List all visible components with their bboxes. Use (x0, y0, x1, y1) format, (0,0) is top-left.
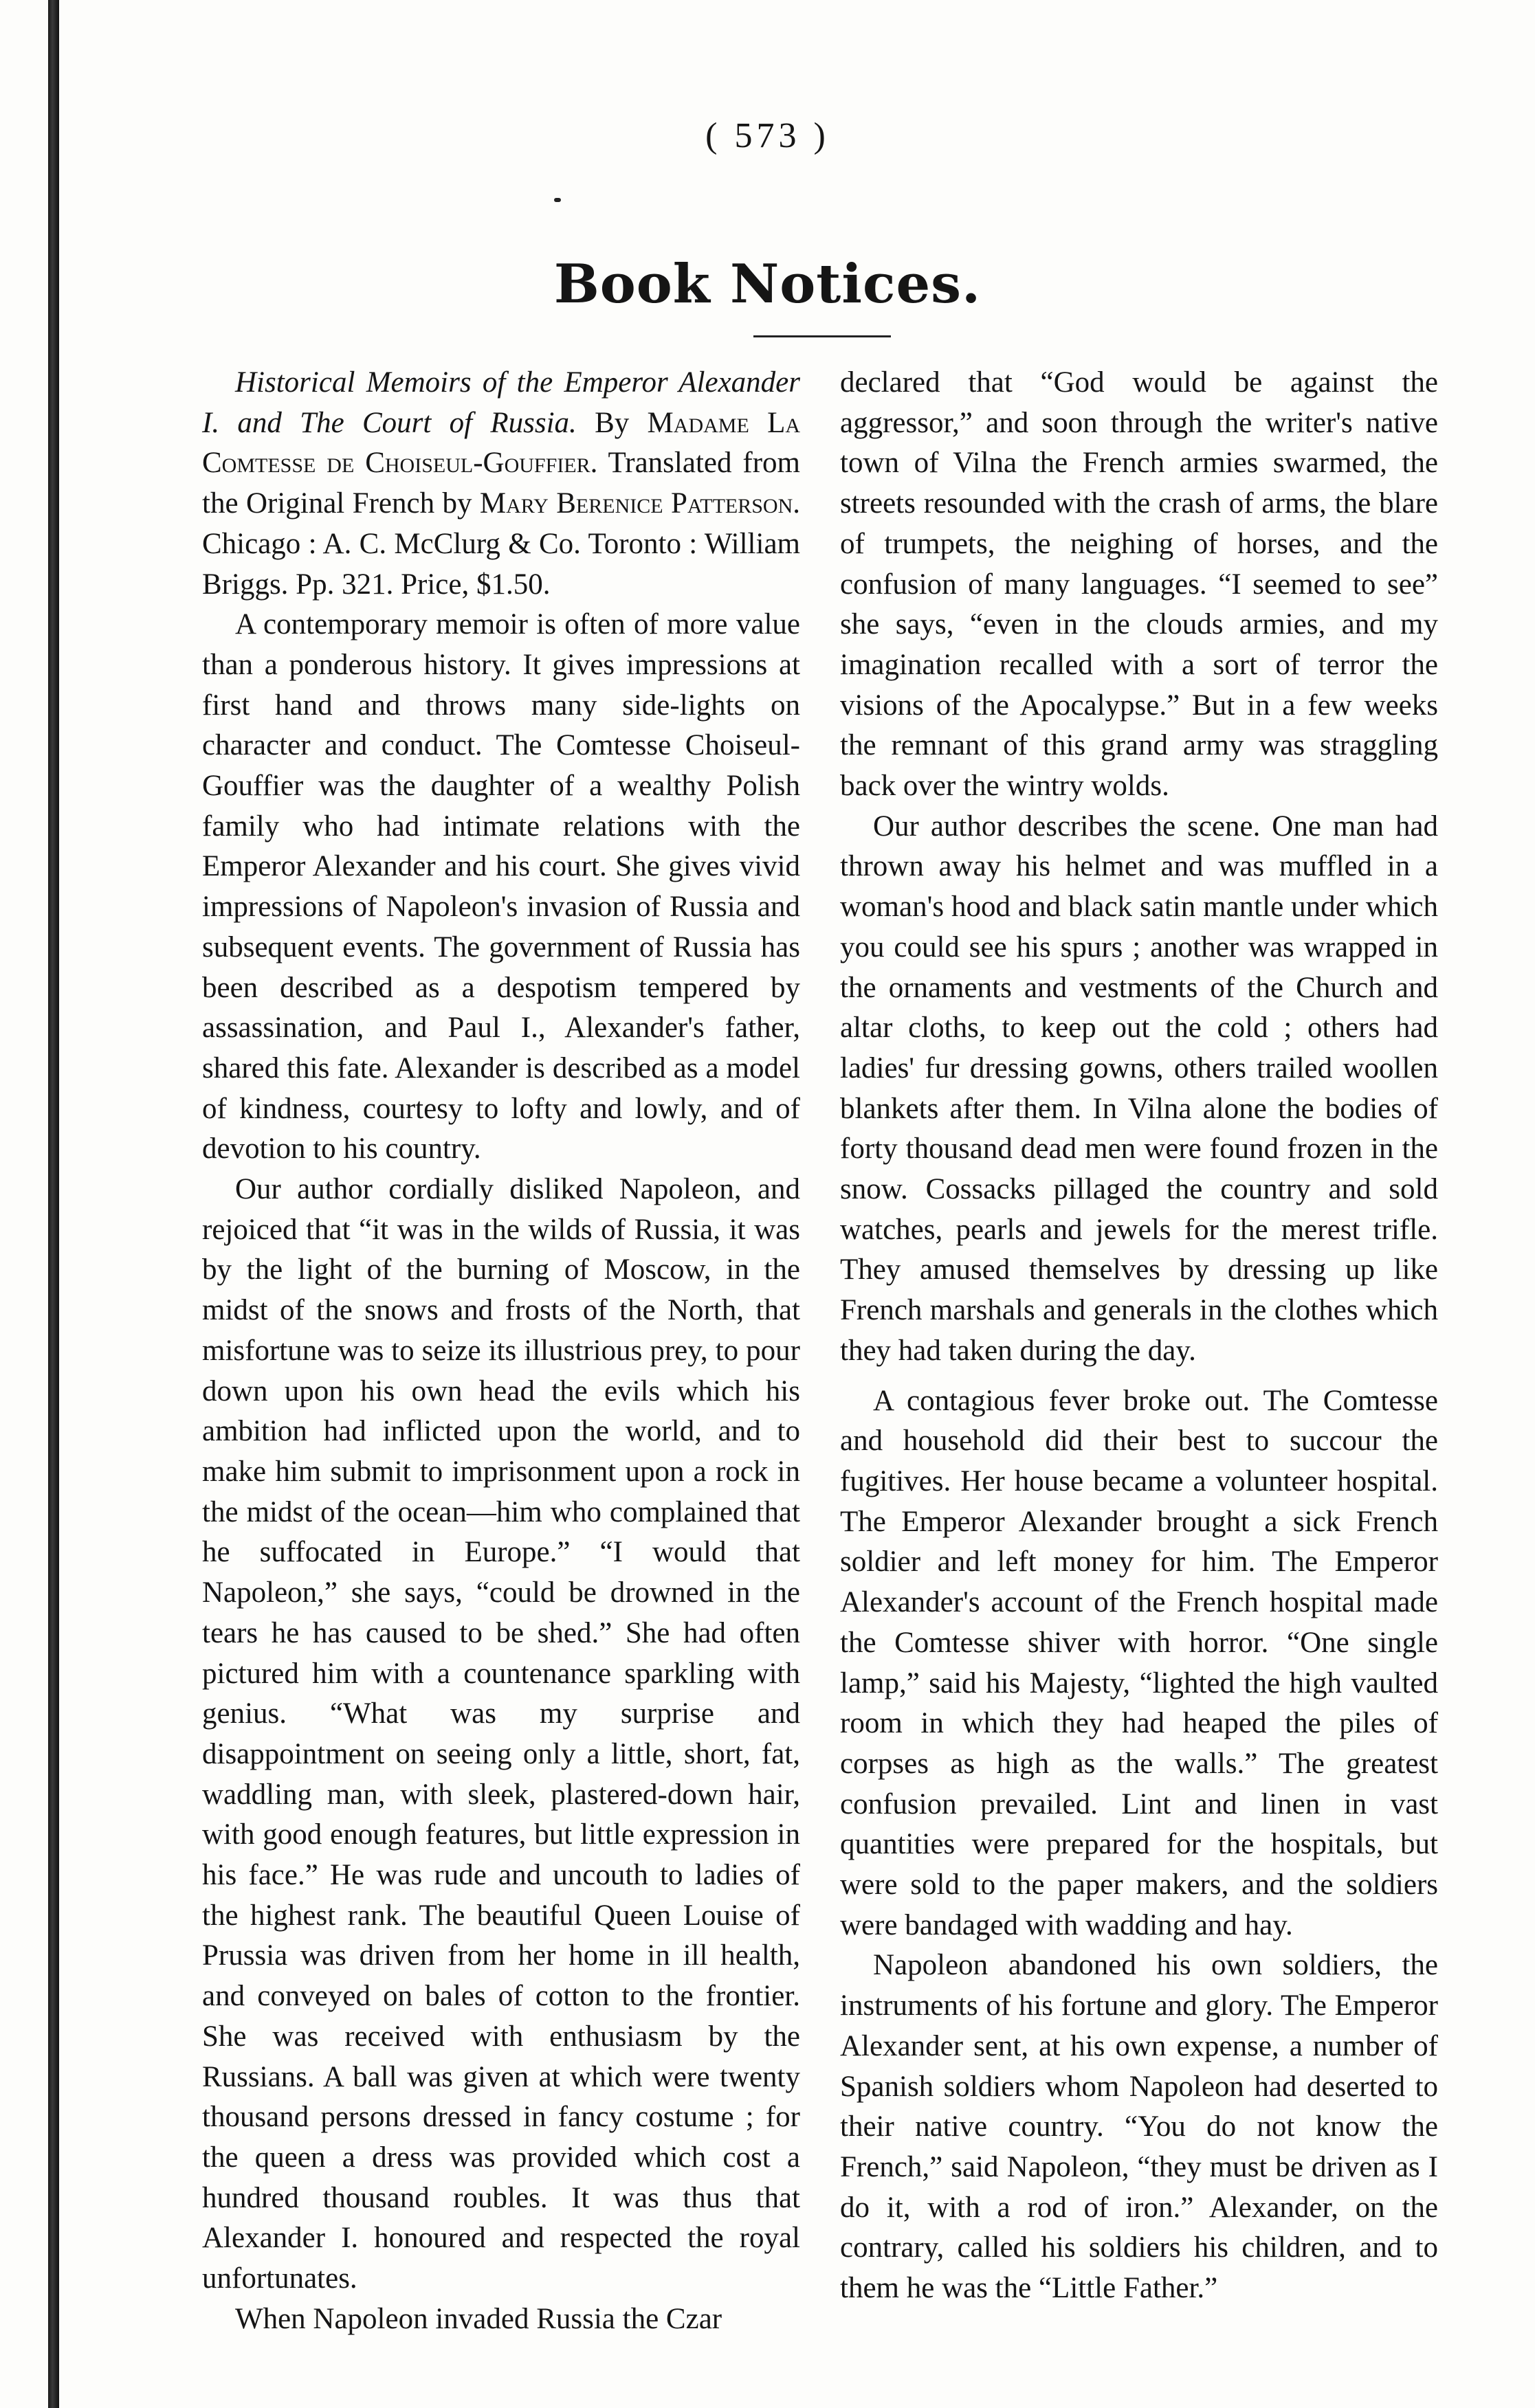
right-column (840, 363, 1438, 2309)
title-rule (753, 335, 891, 337)
paragraph: A contagious fever broke out. The Comtesse and household did their best to succour the fugitives. Her house became a volunteer hospital. The Emperor Alexander brought a sick French soldier and left money for him. The Emperor Alexander's account of the French hospital made the Comtesse shiver with horror. “One single lamp,” said his Majesty, “lighted the high vaulted room in which they had heaped the piles of corpses as high as the walls.” The greatest confusion prevailed. Lint and linen in vast quantities were prepared for the hospitals, but were sold to the paper makers, and the soldiers were bandaged with wadding and hay. (840, 1384, 1438, 1941)
paragraph: A contemporary memoir is often of more value than a ponderous history. It gives impressions at first hand and throws many side-lights on character and conduct. The Comtesse Choiseul-Gouffier was the daughter of a wealthy Polish family who had intimate relations with the Emperor Alexander and his court. She gives vivid impressions of Napoleon's invasion of Russia and subsequent events. The government of Russia has been described as a despotism tempered by assassination, and Paul I., Alexander's father, shared this fate. Alexander is described as a model of kindness, courtesy to lofty and lowly, and of devotion to his country. (202, 608, 800, 1166)
book-author: Madame La Comtesse de Choiseul-Gouffier. (202, 406, 800, 480)
paragraph-continued: declared that “God would be against the aggressor,” and soon through the writer's native town of Vilna the French armies swarmed, the streets resounded with the crash of arms, the blare of trumpets, the neighing of horses, and the confusion of many languages. “I seemed to see” she says, “even in the clouds armies, and my imagination recalled with a sort of terror the visions of the Apocalypse.” But in a few weeks the remnant of this grand army was straggling back over the wintry wolds. (840, 366, 1438, 803)
book-title: Historical Memoirs of the Emperor Alexander I. and The Court of Russia. (202, 366, 800, 439)
left-column (202, 363, 800, 2339)
paragraph: Our author describes the scene. One man had thrown away his helmet and was muffled in a woman's hood and black satin mantle under which you could see his spurs ; another was wrapped in the ornaments and vestments of the Church and altar cloths, to keep out the cold ; others had ladies' fur dressing gowns, others trailed woollen blankets after them. In Vilna alone the bodies of forty thousand dead men were found frozen in the snow. Cossacks pillaged the country and sold watches, pearls and jewels for the merest trifle. They amused themselves by dressing up like French marshals and generals in the clothes which they had taken during the day. (840, 810, 1438, 1367)
book-citation (202, 363, 800, 605)
paragraph: Our author cordially disliked Napoleon, and rejoiced that “it was in the wilds of Russia, it was by the light of the burning of Moscow, in the midst of the snows and frosts of the North, that misfortune was to seize its illustrious prey, to pour down upon his own head the evils which his ambition had inflicted upon the world, and to make him submit to imprisonment upon a rock in the midst of the ocean—him who complained that he suffocated in Europe.” “I would that Napoleon,” she says, “could be drowned in the tears he has caused to be shed.” She had often pictured him with a countenance sparkling with genius. “What was my surprise and disappointment on seeing only a little, short, fat, waddling man, with sleek, plastered-down hair, with good enough features, but little expression in his face.” He was rude and uncouth to ladies of the highest rank. The beautiful Queen Louise of Prussia was driven from her home in ill health, and conveyed on bales of cotton to the frontier. She was received with enthusiasm by the Russians. A ball was given at which were twenty thousand persons dressed in fancy costume ; for the queen a dress was provided which cost a hundred thousand roubles. It was thus that Alexander I. honoured and respected the royal unfortunates. (202, 1173, 800, 2295)
page-binding-edge (48, 0, 59, 2408)
by-word: By (595, 406, 630, 439)
print-speck (554, 198, 561, 202)
publication-info: Chicago : A. C. McClurg & Co. Toronto : William Briggs. Pp. 321. Price, $1.50. (202, 527, 800, 601)
paragraph: Napoleon abandoned his own soldiers, the instruments of his fortune and glory. The Emperor Alexander sent, at his own expense, a number of Spanish soldiers whom Napoleon had deserted to their native country. “You do not know the French,” said Napoleon, “they must be driven as I do it, with a rod of iron.” Alexander, on the contrary, called his soldiers his children, and to them he was the “Little Father.” (840, 1949, 1438, 2305)
page-number: ( 573 ) (705, 116, 830, 155)
book-translator: Mary Berenice Patterson. (479, 487, 800, 520)
translated-prefix: Translated from the Original French by (202, 447, 800, 520)
paragraph: When Napoleon invaded Russia the Czar (235, 2302, 722, 2335)
section-title: Book Notices. (553, 253, 982, 315)
